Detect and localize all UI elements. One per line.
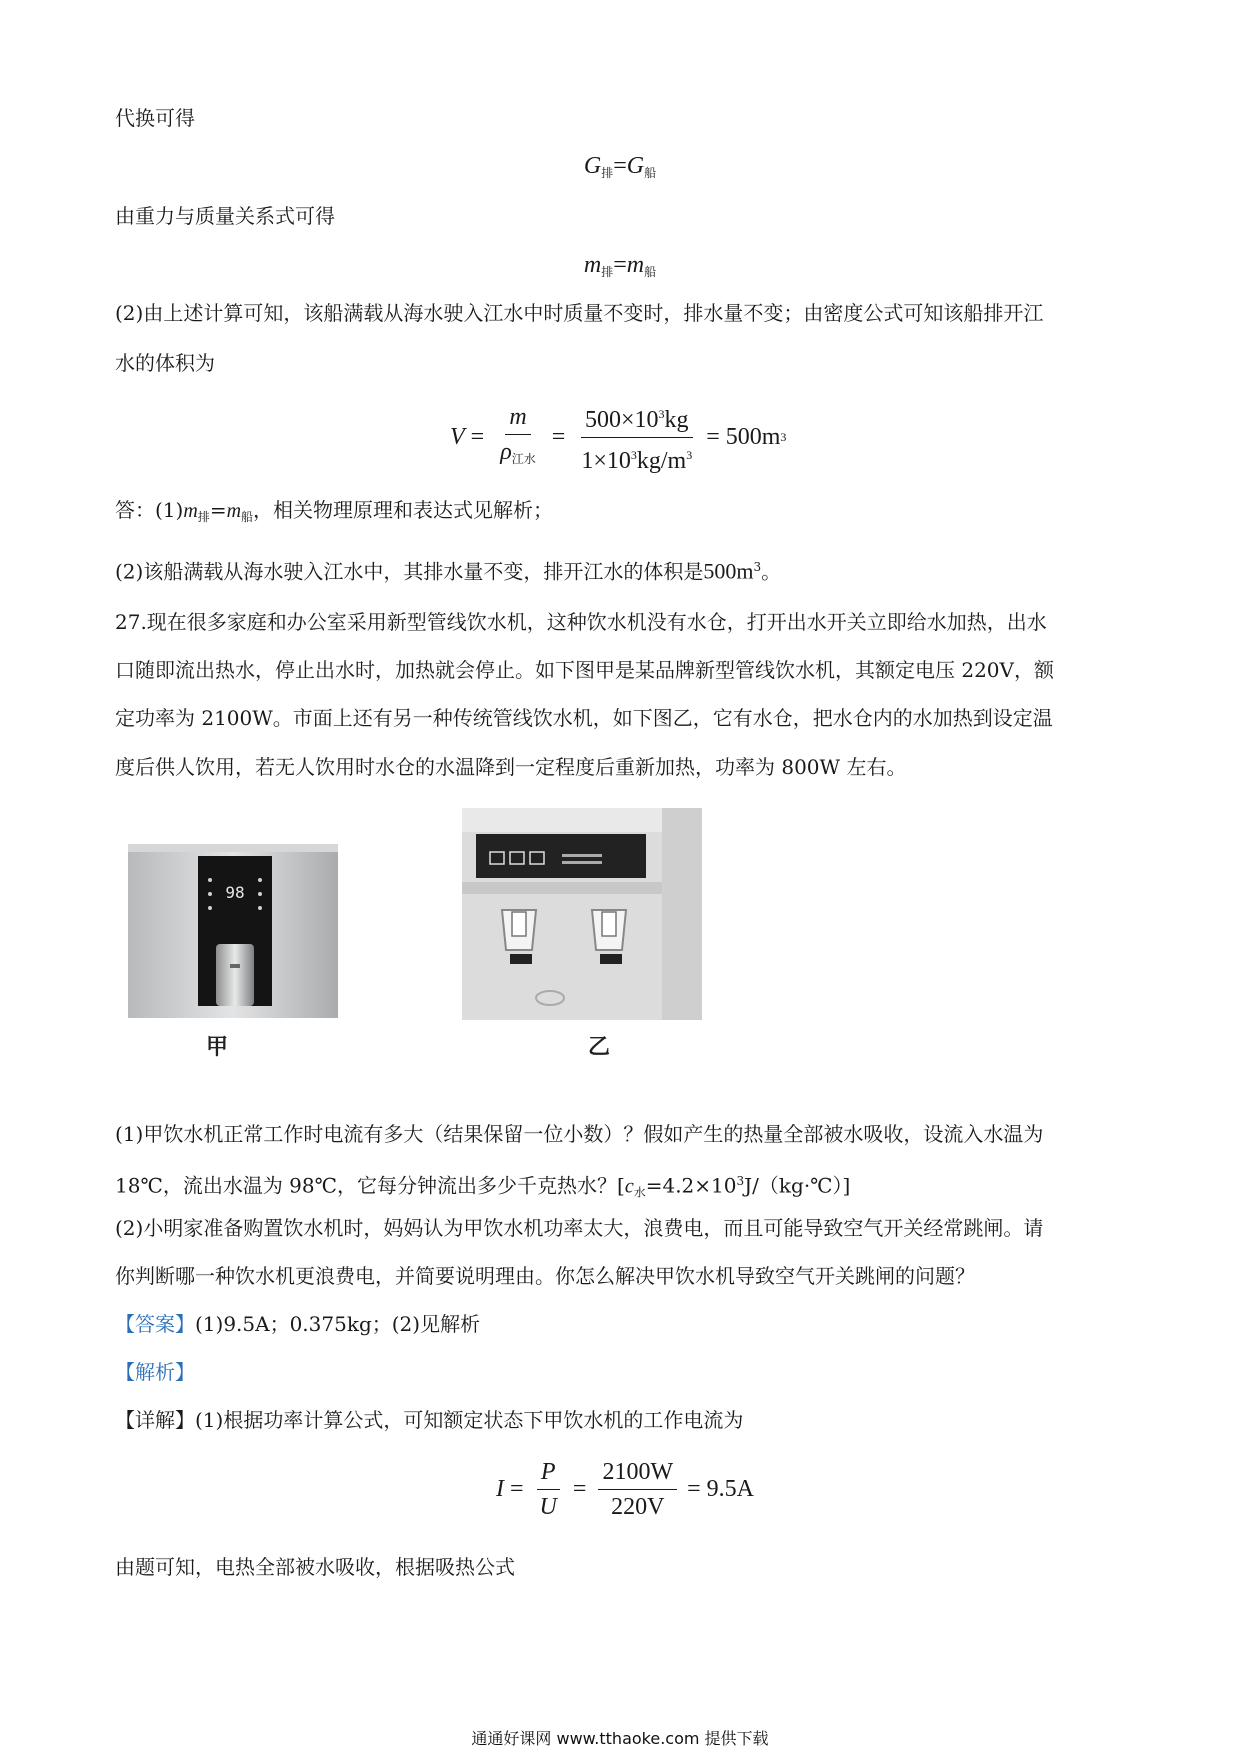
figure-label-yi: 乙 xyxy=(588,1035,611,1060)
detail-tag: 【详解】 xyxy=(115,1408,195,1432)
text-line: 由题可知，电热全部被水吸收，根据吸热公式 xyxy=(115,1555,515,1579)
equation-g: $G_排=G_船$ xyxy=(583,153,657,180)
equation-current: I = $\frac{P}{U}$ = $\frac{2100W}{220V}$ = 9.5A xyxy=(496,1459,754,1520)
text-line: 水的体积为 xyxy=(115,351,215,375)
text-line: 由重力与质量关系式可得 xyxy=(115,204,335,228)
answer-line-2: (2)该船满载从海水驶入江水中，其排水量不变，排开江水的体积是$500m^3$。 xyxy=(115,558,782,584)
question-27-line: 27.现在很多家庭和办公室采用新型管线饮水机，这种饮水机没有水仓，打开出水开关立即给水加热，出水 xyxy=(115,610,1047,634)
page-footer: 通通好课网 www.tthaoke.com 提供下载 xyxy=(471,1729,769,1748)
jia-display-readout: 98 xyxy=(225,883,245,902)
detail-row: 【详解】(1)根据功率计算公式，可知额定状态下甲饮水机的工作电流为 xyxy=(115,1408,744,1432)
question-27-line: 度后供人饮用，若无人饮用时水仓的水温降到一定程度后重新加热，功率为 800W 左右。 xyxy=(115,755,907,779)
analysis-row xyxy=(115,1358,195,1386)
fraction-values: $\frac{2100W}{220V}$ xyxy=(598,1458,677,1521)
text-line: (2)由上述计算可知，该船满载从海水驶入江水中时质量不变时，排水量不变；由密度公式可知该船排开江 xyxy=(115,301,1044,325)
question-27-line: 定功率为 2100W。市面上还有另一种传统管线饮水机，如下图乙，它有水仓，把水仓内的水加热到设定温 xyxy=(115,706,1053,730)
equation-m: $m_排=m_船$ xyxy=(583,252,657,279)
answer-tag: 【答案】 xyxy=(115,1312,195,1336)
analysis-tag: 【解析】 xyxy=(115,1360,195,1384)
equation-volume: V = $\frac{m}{\rho_{江水}}$ = $\frac{500\times 10^3kg}{1\times 10^3kg/m^3}$ = 500m 3 xyxy=(450,400,786,475)
dispenser-jia-image xyxy=(126,840,340,1020)
fraction-volume: $\frac{500\times 10^3kg}{1\times 10^3kg/m^3}$ xyxy=(577,400,696,475)
sub-question-1: (1)甲饮水机正常工作时电流有多大（结果保留一位小数）？假如产生的热量全部被水吸收，设流入水温为 xyxy=(115,1122,1044,1146)
fraction-m-rho: $\frac{m}{\rho_{江水}}$ xyxy=(500,403,536,466)
fraction-p-u: $\frac{P}{U}$ xyxy=(536,1458,561,1521)
question-27-line: 口随即流出热水，停止出水时，加热就会停止。如下图甲是某品牌新型管线饮水机，其额定电压 220V，额 xyxy=(115,658,1054,682)
sub-question-1: 18℃，流出水温为 98℃，它每分钟流出多少千克热水？$[c_水=4.2\times 10^3J/(kg\cdot℃)]$ xyxy=(115,1173,851,1200)
dispenser-yi-image xyxy=(462,808,702,1020)
figure-label-jia: 甲 xyxy=(206,1035,229,1060)
answer-row: 【答案】(1)9.5A；0.375kg；(2)见解析 xyxy=(115,1312,481,1336)
text-line: 代换可得 xyxy=(115,106,195,130)
sub-question-2: 你判断哪一种饮水机更浪费电，并简要说明理由。你怎么解决甲饮水机导致空气开关跳闸的问题？ xyxy=(115,1264,975,1288)
sub-question-2: (2)小明家准备购置饮水机时，妈妈认为甲饮水机功率太大，浪费电，而且可能导致空气开关经常跳闸。请 xyxy=(115,1216,1044,1240)
answer-line-1: 答：$(1)m_排=m_船$，相关物理原理和表达式见解析； xyxy=(115,498,554,524)
